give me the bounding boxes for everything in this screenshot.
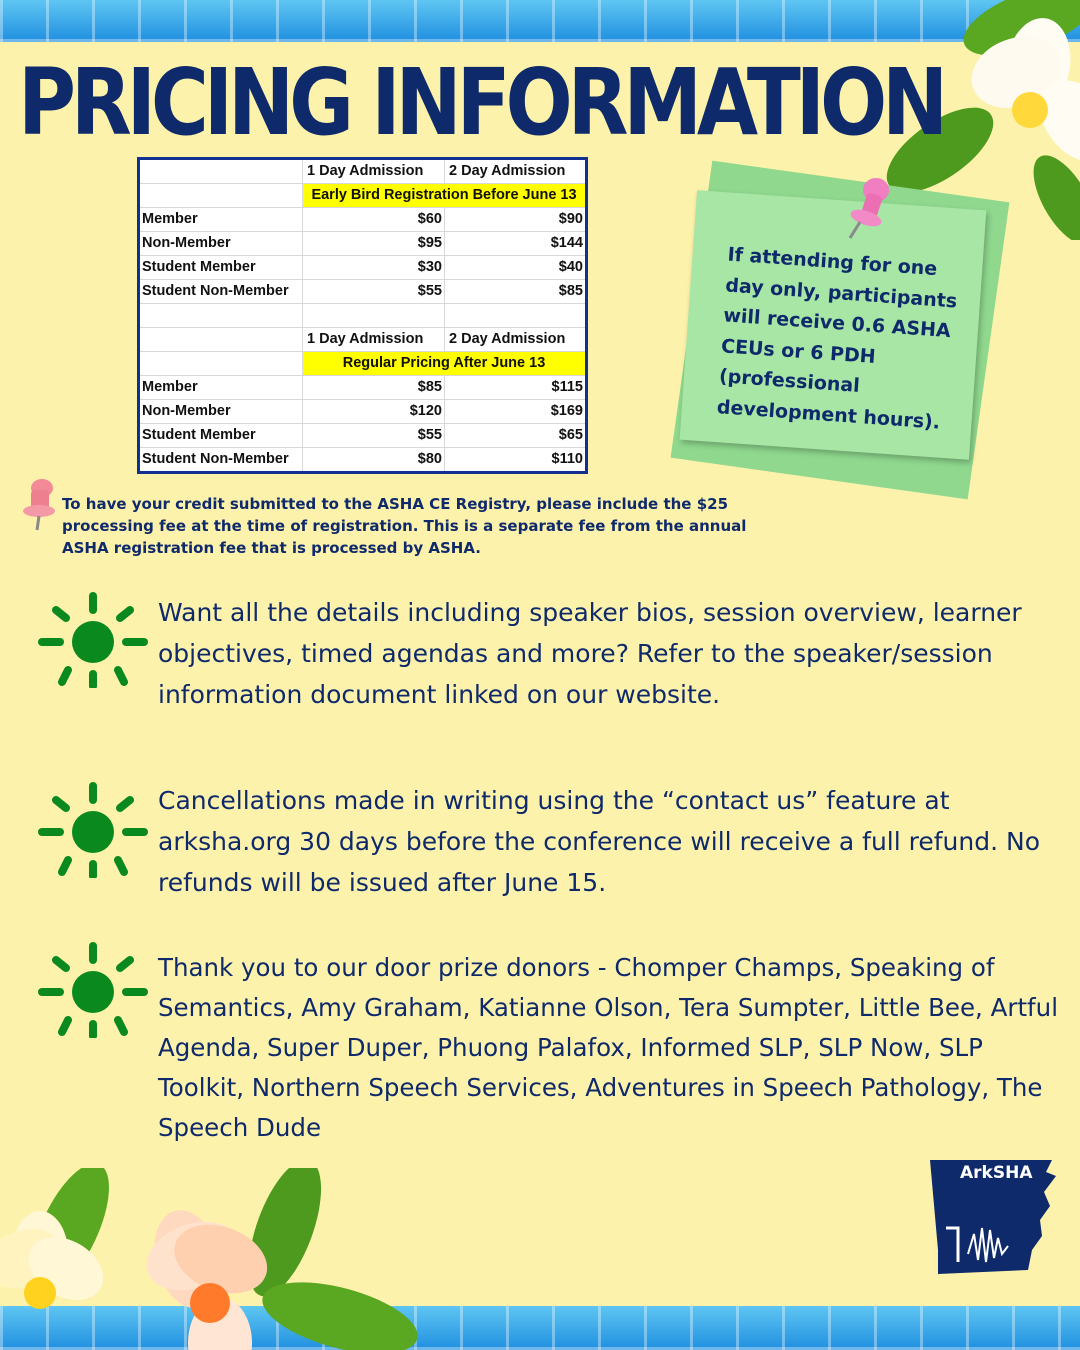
price-two-day: $85 xyxy=(445,280,587,304)
price-two-day: $40 xyxy=(445,256,587,280)
row-label: Non-Member xyxy=(139,400,303,424)
price-two-day: $65 xyxy=(445,424,587,448)
table-header-row xyxy=(139,328,587,352)
table-cell xyxy=(139,304,303,328)
table-row xyxy=(139,424,587,448)
row-label: Student Member xyxy=(139,424,303,448)
table-cell xyxy=(445,304,587,328)
info-bullet-details: Want all the details including speaker bios, session overview, learner objectives, timed agendas and more? Refer to the speaker/session information document linked on our website. xyxy=(158,598,1022,709)
price-one-day: $80 xyxy=(303,448,445,473)
table-row xyxy=(139,256,587,280)
row-label: Student Non-Member xyxy=(139,280,303,304)
table-row xyxy=(139,400,587,424)
price-two-day: $115 xyxy=(445,376,587,400)
pricing-period-banner: Early Bird Registration Before June 13 xyxy=(303,184,587,208)
price-one-day: $60 xyxy=(303,208,445,232)
info-bullet-donors: Thank you to our door prize donors - Chomper Champs, Speaking of Semantics, Amy Graham, Katianne Olson, Tera Sumpter, Little Bee, Artful Agenda, Super Duper, Phuong Palafox, Informed SLP, SLP Now, SLP Toolkit, Northern Speech Services, Adventures in Speech Pathology, The Speech Dude xyxy=(158,953,1059,1142)
sun-icon xyxy=(38,782,148,878)
table-banner-row xyxy=(139,184,587,208)
table-spacer-row xyxy=(139,304,587,328)
sun-icon xyxy=(38,592,148,688)
table-cell xyxy=(139,159,303,184)
pushpin-icon xyxy=(840,176,896,242)
column-header: 2 Day Admission xyxy=(445,328,587,352)
sun-icon xyxy=(38,942,148,1038)
column-header: 1 Day Admission xyxy=(303,159,445,184)
table-banner-row xyxy=(139,352,587,376)
table-row xyxy=(139,448,587,473)
price-one-day: $55 xyxy=(303,424,445,448)
table-cell xyxy=(303,304,445,328)
table-row xyxy=(139,232,587,256)
arksha-logo-text: ArkSHA xyxy=(960,1163,1033,1183)
pushpin-icon xyxy=(18,478,60,532)
price-two-day: $110 xyxy=(445,448,587,473)
row-label: Student Member xyxy=(139,256,303,280)
sticky-note-text: If attending for one day only, participants will receive 0.6 ASHA CEUs or 6 PDH (professional development hours). xyxy=(716,243,958,434)
pricing-table xyxy=(137,157,588,474)
page-title: PRICING INFORMATION xyxy=(18,49,944,156)
price-one-day: $55 xyxy=(303,280,445,304)
row-label: Member xyxy=(139,208,303,232)
row-label: Student Non-Member xyxy=(139,448,303,473)
price-two-day: $90 xyxy=(445,208,587,232)
price-one-day: $120 xyxy=(303,400,445,424)
row-label: Member xyxy=(139,376,303,400)
plumeria-flower-icon xyxy=(0,1168,420,1350)
table-row xyxy=(139,280,587,304)
table-cell xyxy=(139,328,303,352)
table-header-row xyxy=(139,159,587,184)
price-one-day: $85 xyxy=(303,376,445,400)
table-row xyxy=(139,208,587,232)
pricing-period-banner: Regular Pricing After June 13 xyxy=(303,352,587,376)
table-cell xyxy=(139,184,303,208)
column-header: 1 Day Admission xyxy=(303,328,445,352)
asha-registry-note: To have your credit submitted to the ASHA CE Registry, please include the $25 processing fee at the time of registration. This is a separate fee from the annual ASHA registration fee that is processed by ASHA. xyxy=(62,495,747,557)
column-header: 2 Day Admission xyxy=(445,159,587,184)
table-cell xyxy=(139,352,303,376)
row-label: Non-Member xyxy=(139,232,303,256)
table-row xyxy=(139,376,587,400)
price-one-day: $30 xyxy=(303,256,445,280)
price-two-day: $144 xyxy=(445,232,587,256)
price-one-day: $95 xyxy=(303,232,445,256)
price-two-day: $169 xyxy=(445,400,587,424)
info-bullet-cancellations: Cancellations made in writing using the “contact us” feature at arksha.org 30 days before the conference will receive a full refund. No refunds will be issued after June 15. xyxy=(158,786,1040,897)
